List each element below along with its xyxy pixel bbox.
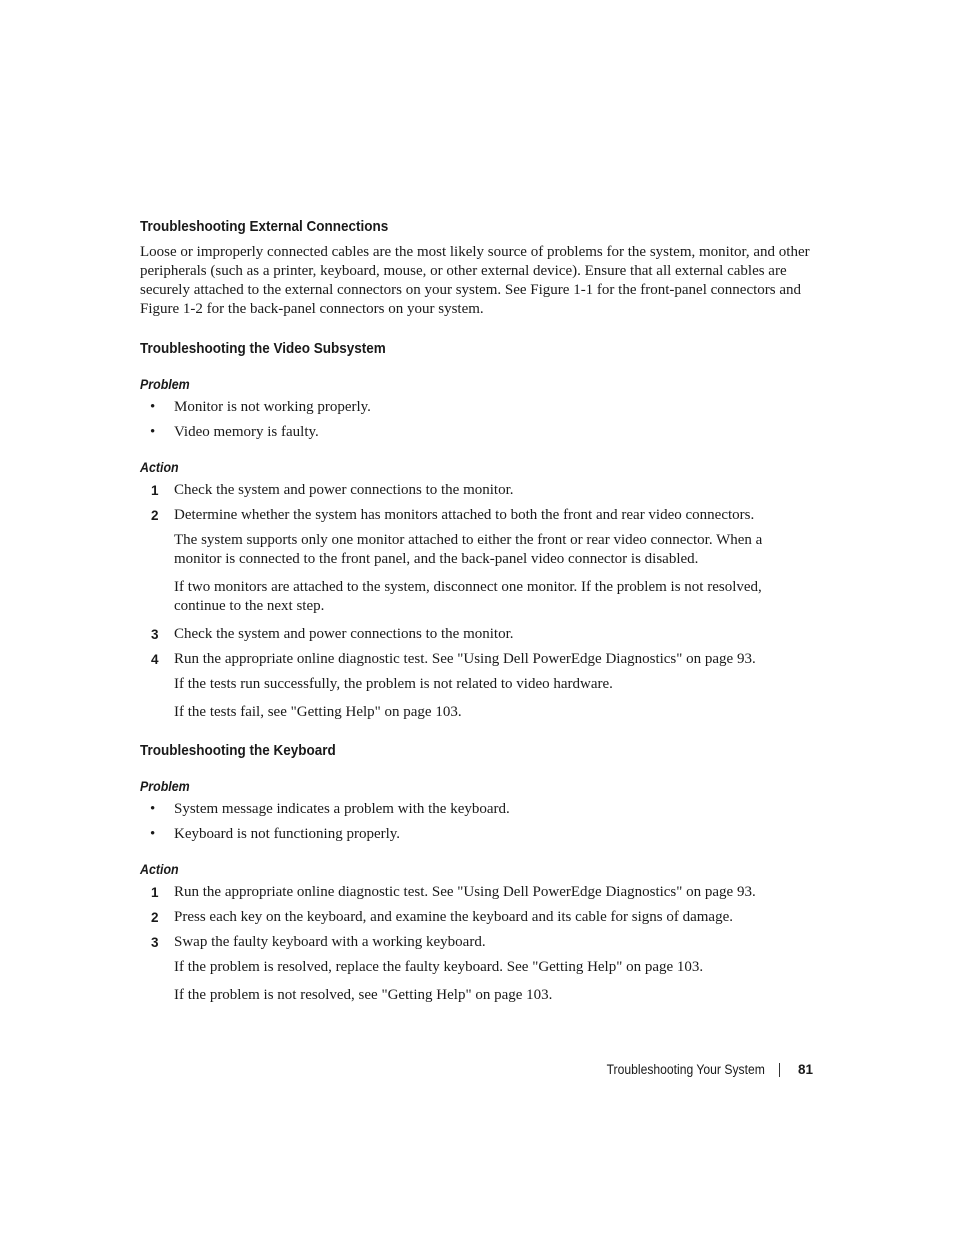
list-item: • Video memory is faulty. [150,424,319,440]
heading-external-connections: Troubleshooting External Connections [140,218,389,235]
bullet-icon: • [150,801,156,817]
footer-divider [779,1063,780,1077]
step-item: 2 Press each key on the keyboard, and examine the keyboard and its cable for signs of damage. [151,909,733,925]
step-note: If the problem is resolved, replace the faulty keyboard. See "Getting Help" on page 103. [174,959,704,975]
step-number: 2 [151,508,159,523]
keyboard-problem-label: Problem [140,779,190,794]
heading-keyboard: Troubleshooting the Keyboard [140,742,336,759]
page-content [140,218,810,1005]
bullet-icon: • [150,826,156,842]
step-item: 1 Run the appropriate online diagnostic test. See "Using Dell PowerEdge Diagnostics" on page 93. [151,884,756,900]
step-note: If two monitors are attached to the system, disconnect one monitor. If the problem is not resolved, continue to the next step. [174,579,762,614]
step-item: 2 Determine whether the system has monitors attached to both the front and rear video connectors. [151,507,755,523]
video-action-label: Action [140,460,179,475]
bullet-icon: • [150,424,156,440]
list-item: • Monitor is not working properly. [150,399,371,415]
step-number: 3 [151,627,159,642]
list-item: • System message indicates a problem with the keyboard. [150,801,510,817]
step-note: The system supports only one monitor attached to either the front or rear video connector. When a monitor is connected to the front panel, and the back-panel video connector is disabled. [174,532,763,567]
bullet-icon: • [150,399,156,415]
keyboard-action-label: Action [140,862,179,877]
external-connections-body: Loose or improperly connected cables are the most likely source of problems for the system, monitor, and other peripherals (such as a printer, keyboard, mouse, or other external device). Ensure that all external cables are securely attached to the external connectors on your system. See Figure 1-1 for the front-panel connectors and Figure 1-2 for the back-panel connectors on your system. [140,244,810,317]
step-item: 1 Check the system and power connections to the monitor. [151,482,514,498]
video-problem-label: Problem [140,377,190,392]
heading-video-subsystem: Troubleshooting the Video Subsystem [140,340,386,357]
step-item: 4 Run the appropriate online diagnostic test. See "Using Dell PowerEdge Diagnostics" on page 93. [151,651,756,667]
step-note: If the tests run successfully, the problem is not related to video hardware. [174,676,613,692]
step-number: 2 [151,910,159,925]
step-number: 3 [151,935,159,950]
page-number: 81 [797,1062,813,1077]
list-item: • Keyboard is not functioning properly. [150,826,401,842]
step-note: If the tests fail, see "Getting Help" on page 103. [174,704,462,720]
step-item: 3 Check the system and power connections to the monitor. [151,626,514,642]
step-number: 1 [151,483,159,498]
step-number: 1 [151,885,159,900]
step-item: 3 Swap the faulty keyboard with a working keyboard. [151,934,486,950]
step-note: If the problem is not resolved, see "Getting Help" on page 103. [174,987,553,1003]
page-footer [589,1062,813,1077]
footer-title: Troubleshooting Your System [606,1062,765,1077]
step-number: 4 [151,652,159,667]
